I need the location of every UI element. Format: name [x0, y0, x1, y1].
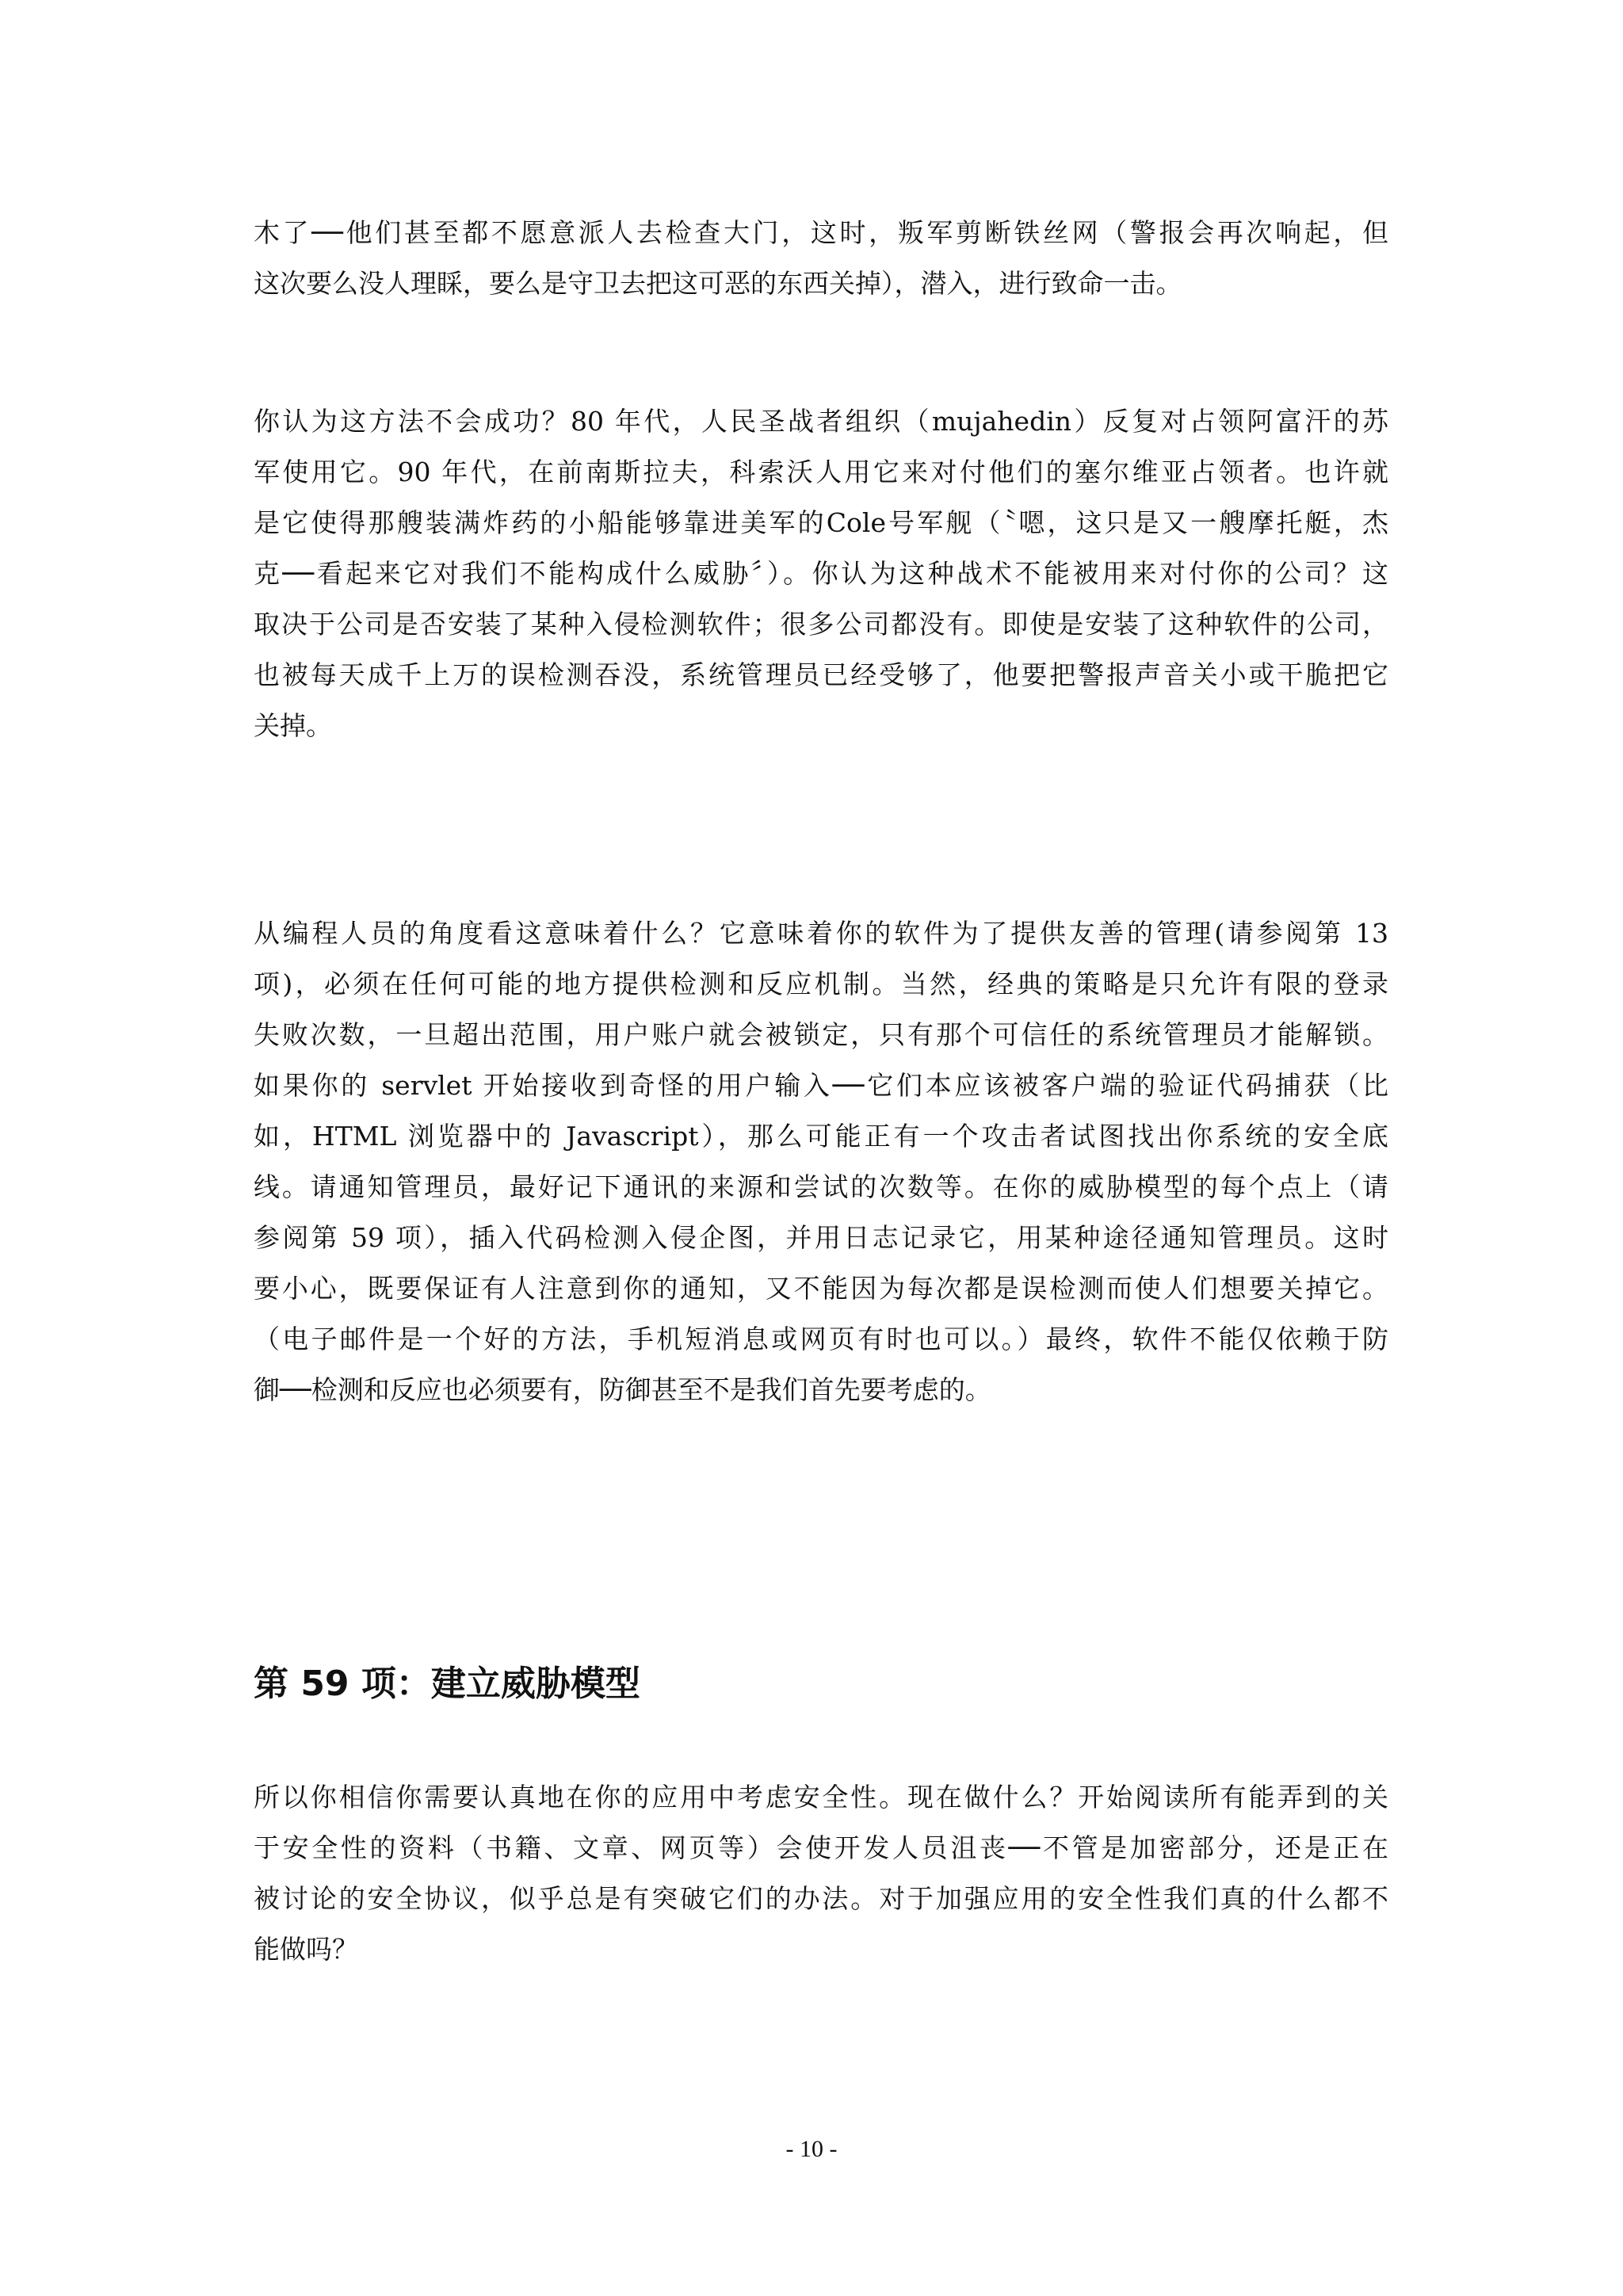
- text-line: 项)，必须在任何可能的地方提供检测和反应机制。当然，经典的策略是只允许有限的登录: [254, 968, 1388, 999]
- text-line: 是它使得那艘装满炸药的小船能够靠进美军的Cole号军舰（〝嗯，这只是又一艘摩托艇，杰: [254, 507, 1388, 538]
- page-number: - 10 -: [785, 2136, 838, 2162]
- text-line: 参阅第 59 项），插入代码检测入侵企图，并用日志记录它，用某种途径通知管理员。这时: [254, 1222, 1388, 1253]
- text-line: 军使用它。90 年代，在前南斯拉夫，科索沃人用它来对付他们的塞尔维亚占领者。也许就: [254, 457, 1388, 487]
- text-line: 关掉。: [254, 710, 332, 741]
- text-line: 所以你相信你需要认真地在你的应用中考虑安全性。现在做什么？开始阅读所有能弄到的关: [254, 1782, 1388, 1813]
- text-line: 你认为这方法不会成功？80 年代，人民圣战者组织（mujahedin）反复对占领阿富汗的苏: [254, 406, 1388, 437]
- text-line: （电子邮件是一个好的方法，手机短消息或网页有时也可以。）最终，软件不能仅依赖于防: [254, 1324, 1388, 1354]
- text-line: 如，HTML 浏览器中的 Javascript），那么可能正有一个攻击者试图找出你系统的安全底: [254, 1121, 1388, 1152]
- text-line: 克──看起来它对我们不能构成什么威胁〞）。你认为这种战术不能被用来对付你的公司？这: [254, 558, 1388, 589]
- text-line: 失败次数，一旦超出范围，用户账户就会被锁定，只有那个可信任的系统管理员才能解锁。: [254, 1019, 1388, 1050]
- text-line: 要小心，既要保证有人注意到你的通知，又不能因为每次都是误检测而使人们想要关掉它。: [254, 1273, 1388, 1304]
- text-line: 御──检测和反应也必须要有，防御甚至不是我们首先要考虑的。: [254, 1374, 991, 1405]
- text-line: 如果你的 servlet 开始接收到奇怪的用户输入──它们本应该被客户端的验证代码捕获（比: [254, 1070, 1388, 1101]
- text-line: 也被每天成千上万的误检测吞没，系统管理员已经受够了，他要把警报声音关小或干脆把它: [254, 659, 1388, 690]
- paragraph-1: [254, 208, 1388, 309]
- text-line: 被讨论的安全协议，似乎总是有突破它们的办法。对于加强应用的安全性我们真的什么都不: [254, 1883, 1388, 1914]
- paragraph-3: [254, 908, 1388, 1415]
- section-heading: 第 59 项：建立威胁模型: [254, 1664, 640, 1704]
- text-line: 木了──他们甚至都不愿意派人去检查大门，这时，叛军剪断铁丝网（警报会再次响起，但: [254, 217, 1388, 248]
- text-line: 于安全性的资料（书籍、文章、网页等）会使开发人员沮丧──不管是加密部分，还是正在: [254, 1832, 1388, 1863]
- text-line: 线。请通知管理员，最好记下通讯的来源和尝试的次数等。在你的威胁模型的每个点上（请: [254, 1171, 1388, 1202]
- text-line: 从编程人员的角度看这意味着什么？它意味着你的软件为了提供友善的管理(请参阅第 13: [254, 918, 1388, 949]
- text-line: 这次要么没人理睬，要么是守卫去把这可恶的东西关掉），潜入，进行致命一击。: [254, 268, 1182, 299]
- paragraph-2: [254, 396, 1388, 751]
- text-line: 能做吗？: [254, 1934, 358, 1965]
- paragraph-4: [254, 1772, 1388, 1975]
- text-line: 取决于公司是否安装了某种入侵检测软件；很多公司都没有。即使是安装了这种软件的公司，: [254, 609, 1388, 640]
